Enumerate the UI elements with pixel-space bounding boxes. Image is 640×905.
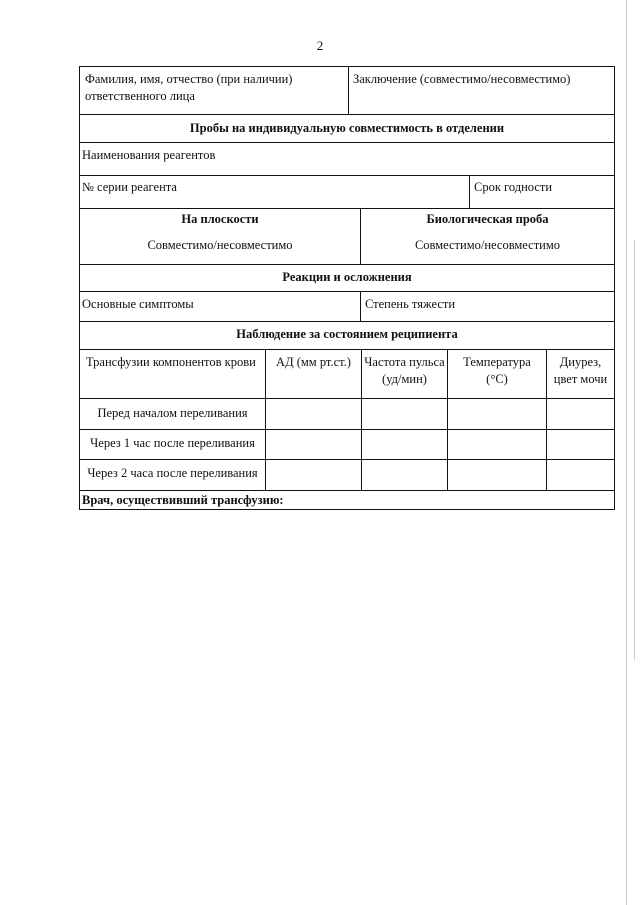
row-divider [80, 490, 614, 491]
header-transfusion-components: Трансфузии компонентов крови [86, 355, 256, 369]
header-blood-pressure: АД (мм рт.ст.) [276, 355, 351, 369]
expiry-date-label: Срок годности [474, 180, 553, 194]
observation-section-title: Наблюдение за состоянием реципиента [236, 327, 458, 341]
severity-label: Степень тяжести [365, 297, 456, 311]
row-two-hours-after: Через 2 часа после переливания [87, 466, 258, 480]
row-divider [80, 114, 614, 115]
responsible-person-label: Фамилия, имя, отчество (при наличии) ответственного лица [85, 72, 293, 103]
row-before-transfusion: Перед началом переливания [97, 406, 248, 420]
scan-edge [622, 0, 640, 905]
col-divider [447, 349, 448, 490]
on-plane-result: Совместимо/несовместимо [147, 238, 293, 252]
row-divider [80, 349, 614, 350]
row-divider [80, 175, 614, 176]
row-divider [80, 142, 614, 143]
col-divider [348, 67, 349, 114]
row-divider [80, 208, 614, 209]
row-divider [80, 291, 614, 292]
doctor-label: Врач, осуществивший трансфузию: [82, 493, 284, 507]
row-divider [80, 264, 614, 265]
main-symptoms-label: Основные симптомы [82, 297, 194, 311]
header-temperature: Температура (°С) [463, 355, 531, 386]
compatibility-section-title: Пробы на индивидуальную совместимость в отделении [189, 121, 505, 135]
conclusion-label: Заключение (совместимо/несовместимо) [353, 72, 571, 86]
row-divider [80, 321, 614, 322]
biological-test-result: Совместимо/несовместимо [414, 238, 561, 252]
header-pulse-rate: Частота пульса (уд/мин) [364, 355, 445, 386]
col-divider [360, 291, 361, 321]
header-diuresis: Диурез, цвет мочи [553, 355, 608, 386]
row-divider [80, 429, 614, 430]
col-divider [469, 175, 470, 208]
row-divider [80, 459, 614, 460]
on-plane-title: На плоскости [181, 212, 259, 226]
page-number: 2 [316, 38, 324, 53]
reagent-names-label: Наименования реагентов [82, 148, 216, 162]
row-one-hour-after: Через 1 час после переливания [90, 436, 255, 450]
row-divider [80, 398, 614, 399]
reagent-series-label: № серии реагента [82, 180, 177, 194]
biological-test-title: Биологическая проба [426, 212, 549, 226]
transfusion-form [79, 66, 615, 510]
reactions-section-title: Реакции и осложнения [282, 270, 412, 284]
